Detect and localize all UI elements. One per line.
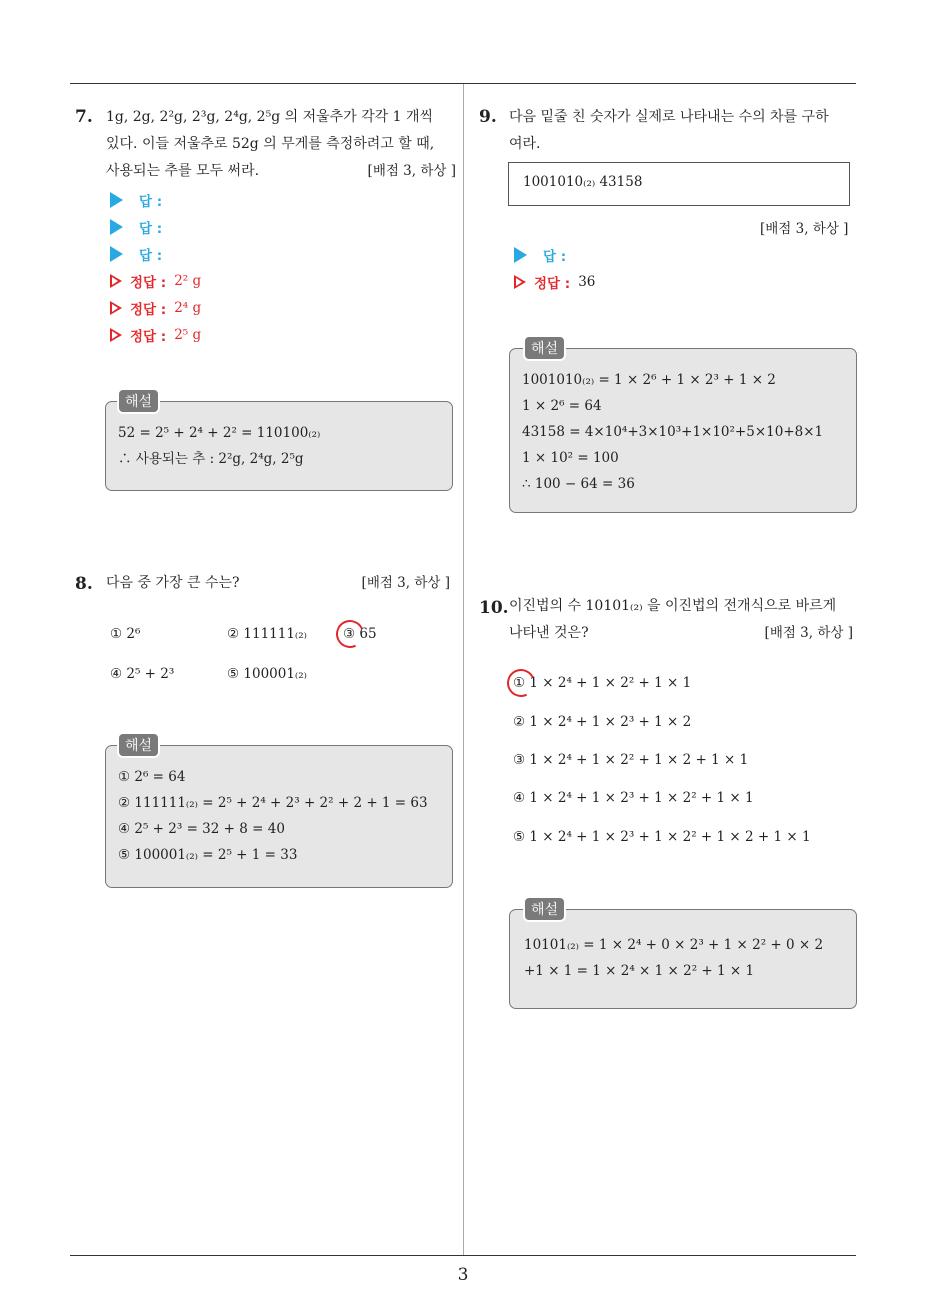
q7-explanation-box: [105, 401, 453, 491]
q9-answer-row: [514, 241, 595, 268]
q7-answers: [110, 186, 201, 348]
column-divider: [463, 84, 464, 1256]
q10-number: 10.: [479, 598, 509, 618]
outline-triangle-icon: [110, 328, 122, 342]
explanation-line: ④ 2⁵ + 2³ = 32 + 8 = 40: [118, 821, 285, 837]
q8-option-5[interactable]: ⑤ 100001₍₂₎: [227, 666, 307, 682]
q7-explanation-body: [118, 420, 320, 472]
q7-correct-row: [110, 267, 201, 294]
q7-question: [106, 104, 456, 185]
q7-text-line2: 있다. 이들 저울추로 52g 의 무게를 측정하려고 할 때,: [106, 136, 435, 152]
explanation-line: 1 × 2⁶ = 64: [522, 398, 602, 414]
correct-label: 정답 :: [130, 274, 167, 291]
q8-meta: [배점 3, 하상 ]: [361, 575, 450, 591]
explanation-line: 10101₍₂₎ = 1 × 2⁴ + 0 × 2³ + 1 × 2² + 0 × 2: [524, 937, 824, 953]
q8-option-4[interactable]: ④ 2⁵ + 2³: [110, 666, 175, 682]
outline-triangle-icon: [110, 301, 122, 315]
q9-question: [509, 104, 859, 158]
q10-option-3[interactable]: ③ 1 × 2⁴ + 1 × 2² + 1 × 2 + 1 × 1: [513, 752, 749, 768]
q7-answer-row: [110, 240, 201, 267]
q7-number: 7.: [75, 107, 93, 127]
correct-label: 정답 :: [534, 275, 571, 292]
explanation-line: ∴ 100 − 64 = 36: [522, 476, 635, 492]
q10-meta: [배점 3, 하상 ]: [764, 625, 853, 641]
q9-text-line2: 여라.: [509, 136, 541, 152]
q7-correct-row: [110, 294, 201, 321]
q7-text-line1: 1g, 2g, 2²g, 2³g, 2⁴g, 2⁵g 의 저울추가 각각 1 개씩: [106, 109, 434, 125]
q9-correct-row: [514, 268, 595, 295]
play-icon: [110, 246, 123, 262]
q9-explanation-tag: 해설: [523, 335, 566, 361]
q8-explanation-tag: 해설: [117, 732, 160, 758]
answer-label: 답 :: [139, 193, 163, 210]
q7-meta: [배점 3, 하상 ]: [367, 163, 456, 179]
q8-option-2[interactable]: ② 111111₍₂₎: [227, 626, 307, 642]
correct-label: 정답 :: [130, 301, 167, 318]
selected-answer-circle: [503, 665, 539, 701]
explanation-line: +1 × 1 = 1 × 2⁴ × 1 × 2² + 1 × 1: [524, 963, 755, 979]
q10-question: [509, 593, 853, 647]
q10-text-line2: 나타낸 것은?: [509, 625, 589, 641]
q7-correct-value: 2² g: [174, 272, 202, 289]
outline-triangle-icon: [110, 274, 122, 288]
q10-explanation-body: [524, 932, 823, 984]
play-icon: [514, 247, 527, 263]
q8-question: [106, 570, 450, 597]
page-number: 3: [457, 1265, 469, 1285]
play-icon: [110, 192, 123, 208]
q10-explanation-tag: 해설: [523, 896, 566, 922]
outline-triangle-icon: [514, 275, 526, 289]
explanation-line: 52 = 2⁵ + 2⁴ + 2² = 110100₍₂₎: [118, 425, 321, 441]
correct-label: 정답 :: [130, 328, 167, 345]
q8-number: 8.: [75, 574, 93, 594]
q9-framed-text: 1001010₍₂₎ 43158: [523, 174, 643, 190]
q10-option-2[interactable]: ② 1 × 2⁴ + 1 × 2³ + 1 × 2: [513, 714, 692, 730]
play-icon: [110, 219, 123, 235]
q9-explanation-body: [522, 367, 823, 497]
q8-option-3[interactable]: ③ 65: [343, 626, 377, 642]
q10-option-5[interactable]: ⑤ 1 × 2⁴ + 1 × 2³ + 1 × 2² + 1 × 2 + 1 × 1: [513, 829, 811, 845]
explanation-line: ① 2⁶ = 64: [118, 769, 186, 785]
q7-answer-row: [110, 186, 201, 213]
q9-framed-box: [508, 162, 850, 206]
q8-text: 다음 중 가장 큰 수는?: [106, 575, 240, 591]
q9-text-line1: 다음 밑줄 친 숫자가 실제로 나타내는 수의 차를 구하: [509, 109, 829, 125]
q10-explanation-box: [509, 909, 857, 1009]
explanation-line: 1001010₍₂₎ = 1 × 2⁶ + 1 × 2³ + 1 × 2: [522, 372, 776, 388]
q7-explanation-tag: 해설: [117, 388, 160, 414]
explanation-line: 43158 = 4×10⁴+3×10³+1×10²+5×10+8×1: [522, 424, 824, 440]
q7-correct-value: 2⁵ g: [174, 326, 202, 343]
explanation-line: ② 111111₍₂₎ = 2⁵ + 2⁴ + 2³ + 2² + 2 + 1 = 63: [118, 795, 428, 811]
q9-number: 9.: [479, 107, 497, 127]
selected-answer-circle: [332, 616, 368, 652]
q8-explanation-body: [118, 764, 428, 868]
q9-meta: [배점 3, 하상 ]: [760, 221, 849, 237]
q8-explanation-box: [105, 745, 453, 888]
answer-label: 답 :: [543, 248, 567, 265]
answer-label: 답 :: [139, 220, 163, 237]
q10-option-1[interactable]: ① 1 × 2⁴ + 1 × 2² + 1 × 1: [513, 675, 692, 691]
explanation-line: ∴ 사용되는 추 : 2²g, 2⁴g, 2⁵g: [118, 451, 304, 467]
q10-text-line1: 이진법의 수 10101₍₂₎ 을 이진법의 전개식으로 바르게: [509, 598, 837, 614]
explanation-line: ⑤ 100001₍₂₎ = 2⁵ + 1 = 33: [118, 847, 298, 863]
q7-answer-row: [110, 213, 201, 240]
explanation-line: 1 × 10² = 100: [522, 450, 619, 466]
q7-text-line3: 사용되는 추를 모두 써라.: [106, 163, 260, 179]
q9-answers: [514, 241, 595, 295]
answer-label: 답 :: [139, 247, 163, 264]
q9-explanation-box: [509, 348, 857, 513]
bottom-rule: [70, 1255, 856, 1256]
q9-correct-value: 36: [578, 273, 596, 290]
q7-correct-row: [110, 321, 201, 348]
q8-option-1[interactable]: ① 2⁶: [110, 626, 141, 642]
q10-option-4[interactable]: ④ 1 × 2⁴ + 1 × 2³ + 1 × 2² + 1 × 1: [513, 790, 754, 806]
q7-correct-value: 2⁴ g: [174, 299, 202, 316]
